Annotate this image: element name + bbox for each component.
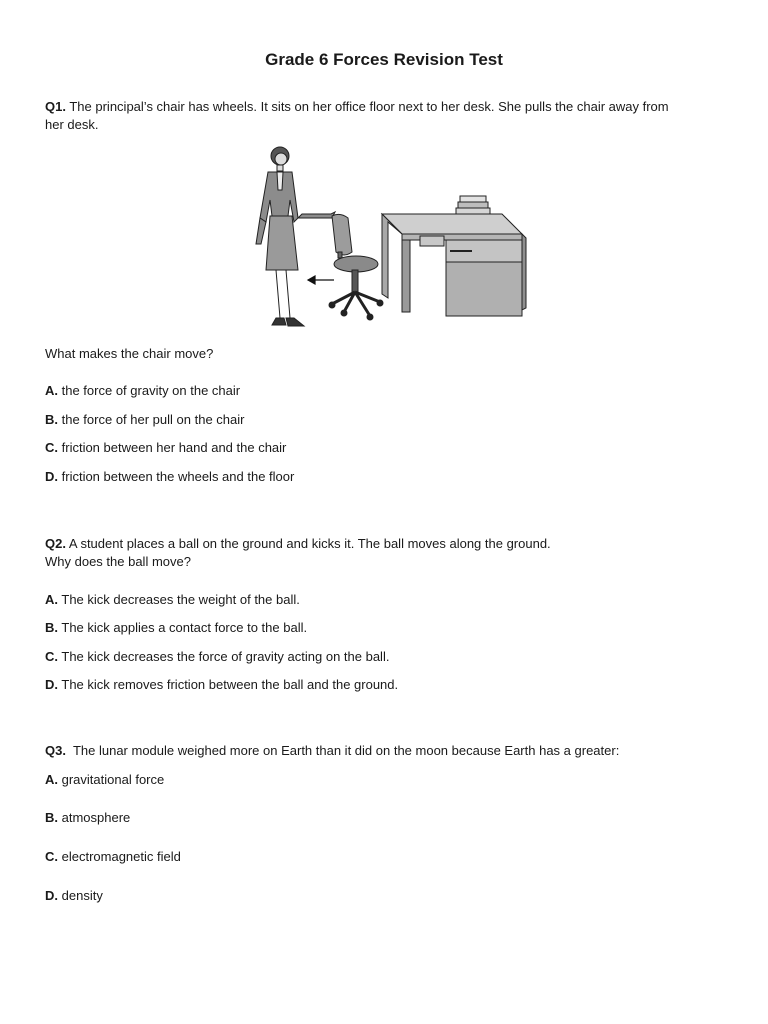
- q3-option-a[interactable]: [45, 771, 725, 789]
- option-text: friction between the wheels and the floor: [61, 469, 295, 484]
- desk: [382, 196, 526, 316]
- q1-option-a[interactable]: [45, 382, 725, 400]
- option-text: the force of gravity on the chair: [61, 383, 241, 398]
- q2-option-b[interactable]: [45, 619, 725, 637]
- q3-option-b[interactable]: [45, 809, 725, 827]
- option-text: The kick decreases the force of gravity acting on the ball.: [61, 649, 390, 664]
- q2-option-d[interactable]: [45, 676, 725, 694]
- option-letter: B.: [45, 810, 58, 825]
- woman-pulling-chair-illustration: [240, 140, 540, 332]
- option-letter: D.: [45, 677, 58, 692]
- option-letter: C.: [45, 849, 58, 864]
- option-text: electromagnetic field: [61, 849, 181, 864]
- option-letter: C.: [45, 649, 58, 664]
- q2-option-a[interactable]: [45, 591, 725, 609]
- option-letter: A.: [45, 383, 58, 398]
- option-letter: A.: [45, 772, 58, 787]
- question-1-number: Q1.: [45, 99, 66, 114]
- question-3-text: [45, 742, 725, 760]
- q1-option-d[interactable]: [45, 468, 725, 486]
- question-1-prompt: What makes the chair move?: [45, 346, 214, 361]
- q1-option-c[interactable]: [45, 439, 725, 457]
- option-letter: B.: [45, 412, 58, 427]
- question-3-number: Q3.: [45, 743, 66, 758]
- question-2-prompt: Why does the ball move?: [45, 554, 191, 569]
- option-text: The kick removes friction between the ball and the ground.: [61, 677, 399, 692]
- question-1-body: The principal’s chair has wheels. It sits on her office floor next to her desk. She pulls the chair away from: [69, 99, 669, 114]
- question-1-body-continued: her desk.: [45, 117, 99, 132]
- option-letter: C.: [45, 440, 58, 455]
- pull-direction-arrow: [308, 276, 334, 284]
- option-letter: A.: [45, 592, 58, 607]
- woman-figure: [256, 147, 335, 326]
- question-3-body: The lunar module weighed more on Earth than it did on the moon because Earth has a greater:: [72, 743, 620, 758]
- question-1-text: [45, 98, 725, 134]
- question-2-text: [45, 535, 725, 571]
- option-text: density: [61, 888, 103, 903]
- q2-option-c[interactable]: [45, 648, 725, 666]
- question-2-body: A student places a ball on the ground and kicks it. The ball moves along the ground.: [68, 536, 551, 551]
- page-title: Grade 6 Forces Revision Test: [265, 50, 503, 69]
- option-letter: D.: [45, 888, 58, 903]
- office-chair: [329, 214, 383, 320]
- q1-option-b[interactable]: [45, 411, 725, 429]
- option-text: The kick decreases the weight of the ball.: [61, 592, 300, 607]
- option-letter: D.: [45, 469, 58, 484]
- option-letter: B.: [45, 620, 58, 635]
- question-2-number: Q2.: [45, 536, 66, 551]
- option-text: the force of her pull on the chair: [61, 412, 245, 427]
- option-text: The kick applies a contact force to the ball.: [61, 620, 308, 635]
- option-text: atmosphere: [61, 810, 131, 825]
- q3-option-c[interactable]: [45, 848, 725, 866]
- option-text: gravitational force: [61, 772, 165, 787]
- option-text: friction between her hand and the chair: [61, 440, 287, 455]
- q3-option-d[interactable]: [45, 887, 725, 905]
